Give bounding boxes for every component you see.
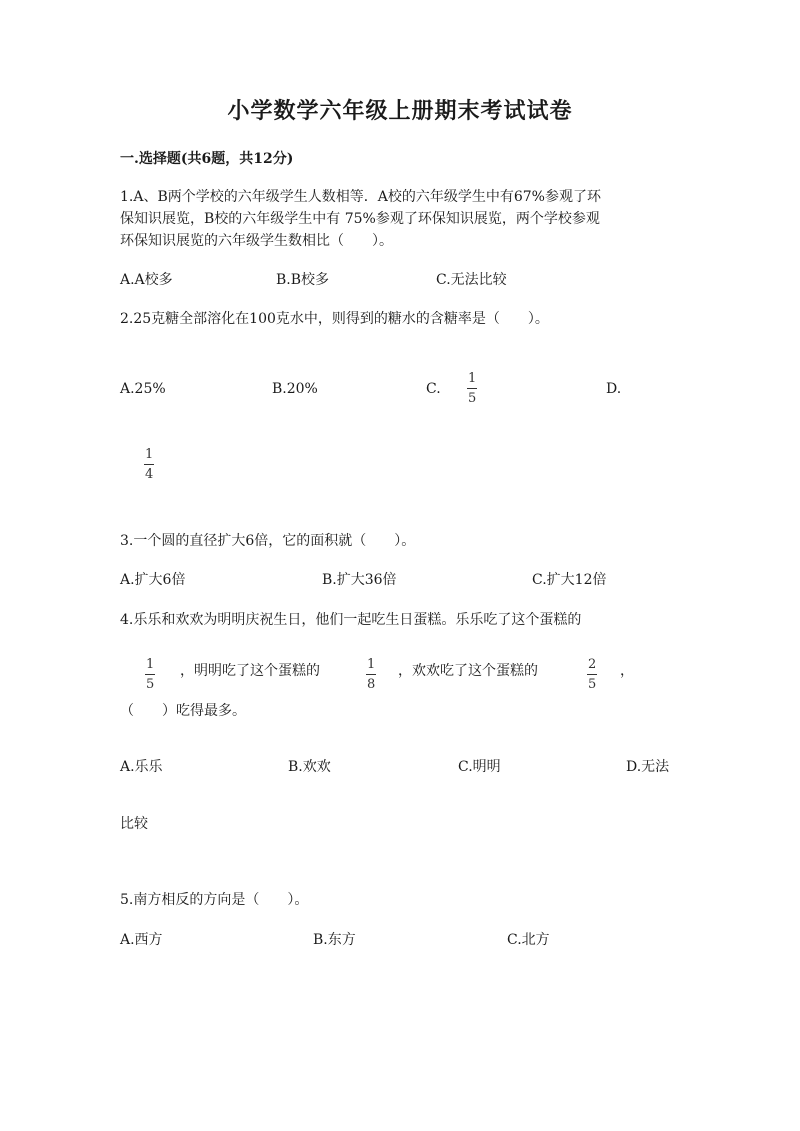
fraction-numerator: 1 xyxy=(145,447,154,462)
q2-stem: 2.25克糖全部溶化在100克水中，则得到的糖水的含糖率是（ ）。 xyxy=(120,311,549,327)
fraction-numerator: 1 xyxy=(468,371,477,386)
q4-fraction-huanhuan xyxy=(587,658,597,691)
q1-option-b: B.B校多 xyxy=(276,272,330,288)
section-heading: 一.选择题(共6题，共12分) xyxy=(120,151,294,167)
q2-option-d: D. xyxy=(606,381,622,397)
q5-option-a: A.西方 xyxy=(120,932,163,948)
q4-option-c: C.明明 xyxy=(458,759,501,775)
q5-option-c: C.北方 xyxy=(507,932,550,948)
q4-stem-seg2: ，欢欢吃了这个蛋糕的 xyxy=(398,663,538,679)
q2-option-a: A.25% xyxy=(120,381,166,397)
q3-option-a: A.扩大6倍 xyxy=(120,572,186,588)
q4-option-d-cont: 比较 xyxy=(120,816,148,832)
q4-option-b: B.欢欢 xyxy=(288,759,331,775)
q1-stem-line3: 环保知识展览的六年级学生数相比（ ）。 xyxy=(120,233,393,249)
q4-fraction-lele xyxy=(145,658,155,691)
q4-stem-line3: （ ）吃得最多。 xyxy=(120,703,246,719)
fraction-denominator: 5 xyxy=(468,391,477,406)
q4-stem-line1: 4.乐乐和欢欢为明明庆祝生日，他们一起吃生日蛋糕。乐乐吃了这个蛋糕的 xyxy=(120,612,582,628)
q2-fraction-c xyxy=(467,372,477,405)
q2-fraction-d xyxy=(144,448,154,481)
q4-option-d: D.无法 xyxy=(626,759,670,775)
q3-stem: 3.一个圆的直径扩大6倍，它的面积就（ ）。 xyxy=(120,533,416,549)
page-title: 小学数学六年级上册期末考试试卷 xyxy=(227,98,573,124)
q4-stem-seg1: ，明明吃了这个蛋糕的 xyxy=(180,663,320,679)
q4-fraction-mingming xyxy=(366,658,376,691)
fraction-numerator: 1 xyxy=(367,657,376,672)
q2-option-b: B.20% xyxy=(272,381,318,397)
fraction-denominator: 8 xyxy=(367,677,376,692)
fraction-numerator: 2 xyxy=(588,657,597,672)
q1-stem-line2: 保知识展览，B校的六年级学生中有 75%参观了环保知识展览，两个学校参观 xyxy=(120,211,600,227)
q2-option-c: C. xyxy=(426,381,441,397)
q1-stem-line1: 1.A、B两个学校的六年级学生人数相等．A校的六年级学生中有67%参观了环 xyxy=(120,189,601,205)
q3-option-c: C.扩大12倍 xyxy=(532,572,607,588)
q1-option-c: C.无法比较 xyxy=(436,272,507,288)
q5-option-b: B.东方 xyxy=(313,932,356,948)
fraction-denominator: 5 xyxy=(146,677,155,692)
q3-option-b: B.扩大36倍 xyxy=(322,572,397,588)
q5-stem: 5.南方相反的方向是（ ）。 xyxy=(120,892,309,908)
q4-option-a: A.乐乐 xyxy=(120,759,163,775)
q4-stem-seg3: ， xyxy=(620,663,634,679)
fraction-denominator: 4 xyxy=(145,467,154,482)
q1-option-a: A.A校多 xyxy=(120,272,173,288)
fraction-numerator: 1 xyxy=(146,657,155,672)
fraction-denominator: 5 xyxy=(588,677,597,692)
